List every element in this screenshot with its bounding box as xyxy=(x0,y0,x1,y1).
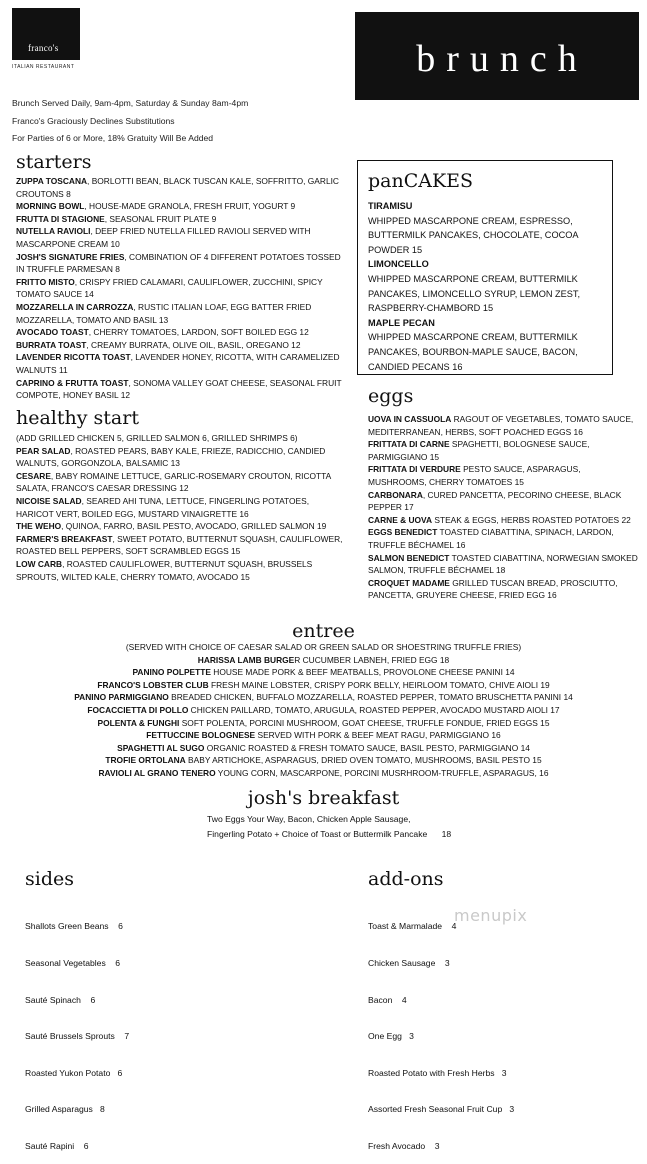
starters-list xyxy=(16,175,346,402)
addons-list xyxy=(368,896,514,1164)
logo-name: franco's xyxy=(28,43,59,53)
info-line: Brunch Served Daily, 9am-4pm, Saturday & Sunday 8am-4pm xyxy=(12,98,249,108)
menu-item: JOSH'S SIGNATURE FRIES, COMBINATION OF 4 DIFFERENT POTATOES TOSSED IN TRUFFLE PARMESAN 8 xyxy=(16,251,341,275)
menu-item: AVOCADO TOAST, CHERRY TOMATOES, LARDON, SOFT BOILED EGG 12 xyxy=(16,327,309,338)
logo-subtitle: ITALIAN RESTAURANT xyxy=(12,64,75,70)
menu-item: THE WEHO, QUINOA, FARRO, BASIL PESTO, AVOCADO, GRILLED SALMON 19 xyxy=(16,521,327,532)
list-item: Sauté Spinach 6 xyxy=(25,994,96,1005)
menu-item xyxy=(368,257,608,315)
info-line: For Parties of 6 or More, 18% Gratuity Will Be Added xyxy=(12,133,214,143)
menu-item xyxy=(368,316,608,374)
menu-item: CAPRINO & FRUTTA TOAST, SONOMA VALLEY GOAT CHEESE, SEASONAL FRUIT COMPOTE, HONEY BASIL 12 xyxy=(16,377,342,401)
item-desc: WHIPPED MASCARPONE CREAM, BUTTERMILK PANCAKES, LIMONCELLO SYRUP, LEMON ZEST, RASPBERRY-CHAMBORD 15 xyxy=(368,273,581,314)
menu-item: SALMON BENEDICT TOASTED CIABATTINA, NORWEGIAN SMOKED SALMON, TRUFFLE BÉCHAMEL 18 xyxy=(368,552,638,576)
list-item: Roasted Yukon Potato 6 xyxy=(25,1067,123,1078)
sides-list xyxy=(25,896,129,1164)
eggs-heading: eggs xyxy=(368,385,414,407)
menu-item: CARNE & UOVA STEAK & EGGS, HERBS ROASTED POTATOES 22 xyxy=(368,514,631,525)
menu-item: UOVA IN CASSUOLA RAGOUT OF VEGETABLES, TOMATO SAUCE, MEDITERRANEAN, HERBS, SOFT POACHED EGGS 16 xyxy=(368,414,634,437)
menu-item: NICOISE SALAD, SEARED AHI TUNA, LETTUCE, FINGERLING POTATOES, HARICOT VERT, BOILED EGG, MUSTARD VINAIGRETTE 16 xyxy=(16,495,310,519)
menu-item: FRITTATA DI CARNE SPAGHETTI, BOLOGNESE SAUCE, PARMIGGIANO 15 xyxy=(368,439,590,462)
entree-heading: entree xyxy=(292,620,355,642)
menu-item xyxy=(368,199,608,257)
addons-heading: add-ons xyxy=(368,868,444,890)
menu-item: FARMER'S BREAKFAST, SWEET POTATO, BUTTERNUT SQUASH, CAULIFLOWER, ROASTED BELL PEPPERS, SOFT SCRAMBLED EGGS 15 xyxy=(16,533,343,557)
item-desc: WHIPPED MASCARPONE CREAM, BUTTERMILK PANCAKES, BOURBON-MAPLE SAUCE, BACON, CANDIED PECANS 16 xyxy=(368,332,578,372)
menu-item: POLENTA & FUNGHI SOFT POLENTA, PORCINI MUSHROOM, GOAT CHEESE, TRUFFLE FONDUE, FRIED EGGS 15 xyxy=(97,717,550,728)
menu-item: TROFIE ORTOLANA BABY ARTICHOKE, ASPARAGUS, DRIED OVEN TOMATO, MUSHROOMS, BASIL PESTO 15 xyxy=(105,755,542,766)
pancakes-heading: panCAKES xyxy=(368,170,474,192)
list-item: Fresh Avocado 3 xyxy=(368,1141,440,1152)
josh-line-1: Two Eggs Your Way, Bacon, Chicken Apple Sausage, xyxy=(207,814,411,824)
brunch-info xyxy=(12,95,248,148)
menu-item: PEAR SALAD, ROASTED PEARS, BABY KALE, FRIEZE, RADICCHIO, CANDIED WALNUTS, GORGONZOLA, BALSAMIC 13 xyxy=(16,445,326,469)
menu-item: EGGS BENEDICT TOASTED CIABATTINA, SPINACH, LARDON, TRUFFLE BÉCHAMEL 16 xyxy=(368,527,614,550)
menu-item: PANINO PARMIGGIANO BREADED CHICKEN, BUFFALO MOZZARELLA, ROASTED PEPPER, TOMATO BRUSCHETTA PANINI 14 xyxy=(74,692,573,703)
sides-heading: sides xyxy=(25,868,74,890)
watermark: menupix xyxy=(454,906,528,925)
list-item: Toast & Marmalade 4 xyxy=(368,921,457,932)
menu-item: ZUPPA TOSCANA, BORLOTTI BEAN, BLACK TUSCAN KALE, SOFFRITTO, GARLIC CROUTONS 8 xyxy=(16,176,339,199)
item-name: MAPLE PECAN xyxy=(368,317,435,328)
list-item: One Egg 3 xyxy=(368,1031,414,1042)
menu-item: HARISSA LAMB BURGER CUCUMBER LABNEH, FRIED EGG 18 xyxy=(197,654,450,665)
menu-item: LOW CARB, ROASTED CAULIFLOWER, BUTTERNUT SQUASH, BRUSSELS SPROUTS, WILTED KALE, CHERRY TOMATO, AVOCADO 15 xyxy=(16,558,313,582)
brunch-title: brunch xyxy=(416,38,588,80)
section-note: (ADD GRILLED CHICKEN 5, GRILLED SALMON 6, GRILLED SHRIMPS 6) xyxy=(16,433,298,443)
list-item: Assorted Fresh Seasonal Fruit Cup 3 xyxy=(368,1104,515,1115)
menu-item: MOZZARELLA IN CARROZZA, RUSTIC ITALIAN LOAF, EGG BATTER FRIED MOZZARELLA, TOMATO AND BASIL 13 xyxy=(16,301,312,325)
menu-item: NUTELLA RAVIOLI, DEEP FRIED NUTELLA FILLED RAVIOLI SERVED WITH MASCARPONE CREAM 10 xyxy=(16,226,311,249)
list-item: Seasonal Vegetables 6 xyxy=(25,958,121,969)
section-note: (SERVED WITH CHOICE OF CAESAR SALAD OR GREEN SALAD OR SHOESTRING TRUFFLE FRIES) xyxy=(125,642,522,652)
healthy-start-list xyxy=(16,432,346,583)
menu-item: FETTUCCINE BOLOGNESE SERVED WITH PORK & BEEF MEAT RAGU, PARMIGGIANO 16 xyxy=(146,730,501,741)
eggs-list xyxy=(368,413,640,602)
item-desc: WHIPPED MASCARPONE CREAM, ESPRESSO, BUTTERMILK PANCAKES, CHOCOLATE, COCOA POWDER 15 xyxy=(368,215,578,255)
starters-heading: starters xyxy=(16,151,92,173)
menu-item: FRITTATA DI VERDURE PESTO SAUCE, ASPARAGUS, MUSHROOMS, CHERRY TOMATOES 15 xyxy=(368,464,581,487)
list-item: Sauté Rapini 6 xyxy=(25,1141,89,1152)
brunch-header xyxy=(355,12,639,100)
list-item: Roasted Potato with Fresh Herbs 3 xyxy=(368,1067,507,1078)
menu-item: CESARE, BABY ROMAINE LETTUCE, GARLIC-ROSEMARY CROUTON, RICOTTA SALATA, FRANCO'S CAESAR DRESSING 12 xyxy=(16,470,331,494)
healthy-start-heading: healthy start xyxy=(16,407,139,429)
list-item: Sauté Brussels Sprouts 7 xyxy=(25,1031,130,1042)
josh-price: 18 xyxy=(441,829,452,840)
menu-item: FRITTO MISTO, CRISPY FRIED CALAMARI, CAULIFLOWER, ZUCCHINI, SPICY TOMATO SAUCE 14 xyxy=(16,276,323,300)
info-line: Franco's Graciously Declines Substitutions xyxy=(12,115,175,126)
menu-item: FOCACCIETTA DI POLLO CHICKEN PAILLARD, TOMATO, ARUGULA, ROASTED PEPPER, AVOCADO MUSTARD AIOLI 17 xyxy=(87,704,560,715)
list-item: Bacon 4 xyxy=(368,994,407,1005)
menu-item: FRUTTA DI STAGIONE, SEASONAL FRUIT PLATE 9 xyxy=(16,213,217,224)
restaurant-logo xyxy=(12,8,80,60)
menu-item: BURRATA TOAST, CREAMY BURRATA, OLIVE OIL, BASIL, OREGANO 12 xyxy=(16,339,301,350)
pancakes-list xyxy=(368,199,608,374)
menu-item: SPAGHETTI AL SUGO ORGANIC ROASTED & FRESH TOMATO SAUCE, BASIL PESTO, PARMIGGIANO 14 xyxy=(117,742,530,753)
menu-item: PANINO POLPETTE HOUSE MADE PORK & BEEF MEATBALLS, PROVOLONE CHEESE PANINI 14 xyxy=(132,667,515,678)
menu-item: FRANCO'S LOBSTER CLUB FRESH MAINE LOBSTER, CRISPY PORK BELLY, HEIRLOOM TOMATO, CHIVE AIOLI 19 xyxy=(97,679,550,690)
menu-item: CARBONARA, CURED PANCETTA, PECORINO CHEESE, BLACK PEPPER 17 xyxy=(368,489,622,513)
josh-breakfast-heading: josh's breakfast xyxy=(247,787,400,809)
menu-item: MORNING BOWL, HOUSE-MADE GRANOLA, FRESH FRUIT, YOGURT 9 xyxy=(16,201,296,212)
entree-list xyxy=(0,641,647,780)
menu-item: CROQUET MADAME GRILLED TUSCAN BREAD, PROSCIUTTO, PANCETTA, GRUYERE CHEESE, FRIED EGG 16 xyxy=(368,577,618,601)
list-item: Chicken Sausage 3 xyxy=(368,958,450,969)
josh-breakfast-desc xyxy=(207,812,507,842)
menu-item: LAVENDER RICOTTA TOAST, LAVENDER HONEY, RICOTTA, WITH CARAMELIZED WALNUTS 11 xyxy=(16,352,340,375)
josh-line-2: Fingerling Potato + Choice of Toast or Buttermilk Pancake 18 xyxy=(207,829,452,840)
list-item: Grilled Asparagus 8 xyxy=(25,1104,105,1115)
item-name: TIRAMISU xyxy=(368,201,413,211)
list-item: Shallots Green Beans 6 xyxy=(25,921,123,932)
menu-item: RAVIOLI AL GRANO TENERO YOUNG CORN, MASCARPONE, PORCINI MUSRHROOM-TRUFFLE, ASPARAGUS, 16 xyxy=(98,767,549,778)
item-name: LIMONCELLO xyxy=(368,259,429,270)
